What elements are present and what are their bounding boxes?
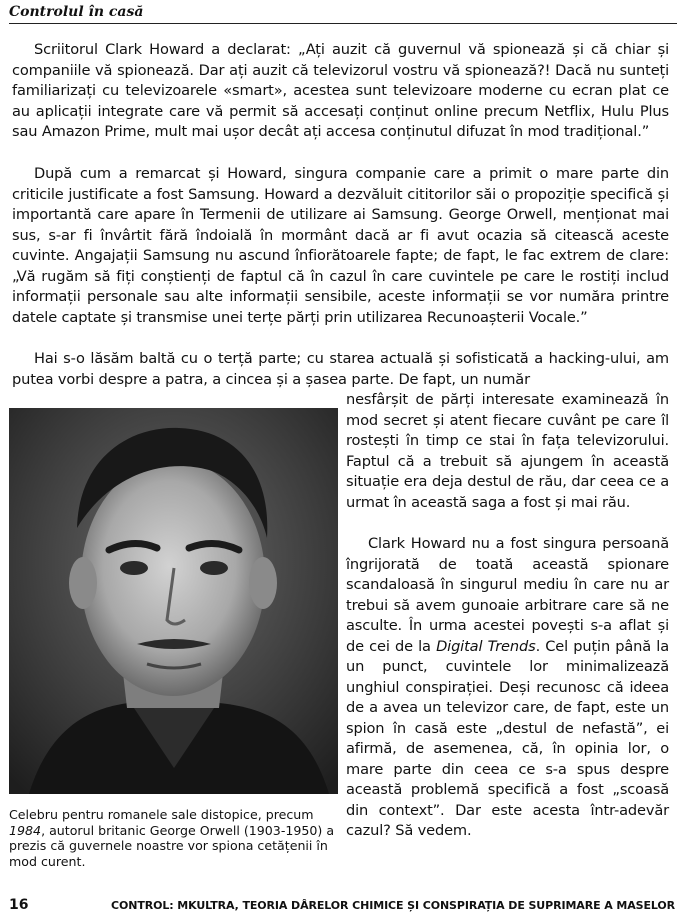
- photo-caption: [9, 807, 344, 869]
- paragraph-3-text: Hai s-o lăsăm baltă cu o terță parte; cu starea actuală și sofisticată a hacking-ului, am putea vorbi despre a patra, a cincea și a șasea parte. De fapt, un număr: [12, 350, 669, 388]
- paragraph-2-text: După cum a remarcat și Howard, singura companie care a primit o mare parte din criticile justificate a fost Samsung. Howard a dezvăluit cititorilor săi o propoziție specifică și importantă care apare în Termenii de utilizare ai Samsung. George Orwell, menționat mai sus, s-ar fi învârtit fără îndoială în mormânt dacă ar fi avut ocazia să citească aceste cuvinte. Angajații Samsung nu ascund înfiorătoarele fapte; de fapt, le fac extrem de clare: „Vă rugăm să fiți conștienți de faptul că în cazul în care cuvintele pe care le rostiți includ informații personale sau alte informații sensibile, aceste informații se vor număra printre datele captate și transmise unei terțe părți prin utilizarea Recunoașterii Vocale.”: [12, 165, 669, 326]
- caption-text-a: Celebru pentru romanele sale distopice, precum: [9, 807, 314, 822]
- paragraph-3-continued: [346, 390, 669, 513]
- running-footer-title: CONTROL: MKULTRA, TEORIA DÂRELOR CHIMICE ȘI CONSPIRAȚIA DE SUPRIMARE A MASELOR: [110, 899, 675, 912]
- paragraph-4-emphasis: Digital Trends: [436, 637, 536, 655]
- portrait-illustration: [9, 408, 338, 794]
- paragraph-3-continued-text: nesfârșit de părți interesate examinează în mod secret și atent fiecare cuvânt pe care îl rostești în timp ce stai în fața televizorului. Faptul că a trebuit să ajungem în această situație era deja destul de rău, dar ceea ce a urmat în această saga a fost și mai rău.: [346, 391, 669, 511]
- caption-text-b: , autorul britanic George Orwell (1903-1950) a prezis că guvernele noastre vor spiona cetățenii în mod curent.: [9, 822, 335, 869]
- paragraph-1: [12, 40, 669, 143]
- portrait-photo: [9, 408, 338, 794]
- paragraph-4-text-b: . Cel puțin până la un punct, cuvintele lor minimalizează unghiul conspirației. Deși recunosc că ideea de a avea un televizor care, de fapt, este un spion în casă este „destul de nefastă”, ei afirmă, de asemenea, că, în opinia lor, o mare parte din ceea ce s-a spus despre această problemă specifică a fost „scoasă din context”. Dar este acesta într-adevăr cazul? Să vedem.: [346, 637, 669, 839]
- paragraph-3: [12, 349, 669, 390]
- running-header: Controlul în casă: [9, 4, 677, 24]
- page-number: 16: [9, 897, 29, 913]
- paragraph-2: [12, 164, 669, 328]
- paragraph-1-text: Scriitorul Clark Howard a declarat: „Ați auzit că guvernul vă spionează și că chiar și companiile vă spionează. Dar ați auzit că televizorul vostru vă spionează?! Dacă nu sunteți familiarizați cu televizoarele «smart», acestea sunt televizoare moderne cu ecran plat ce au aplicații integrate care vă permit să accesați conținut online precum Netflix, Hulu Plus sau Amazon Prime, mult mai ușor decât ați accesa conținutul difuzat în mod tradițional.”: [12, 41, 669, 140]
- paragraph-4-text-a: Clark Howard nu a fost singura persoană îngrijorată de toată această spionare scandaloasă în singurul mediu în care nu ar trebui să avem gunoaie arbitrare care să ne asculte. În urma acestei povești s-a aflat și de cei de la: [346, 535, 669, 655]
- caption-emphasis: 1984: [9, 822, 42, 838]
- paragraph-4: [346, 534, 669, 842]
